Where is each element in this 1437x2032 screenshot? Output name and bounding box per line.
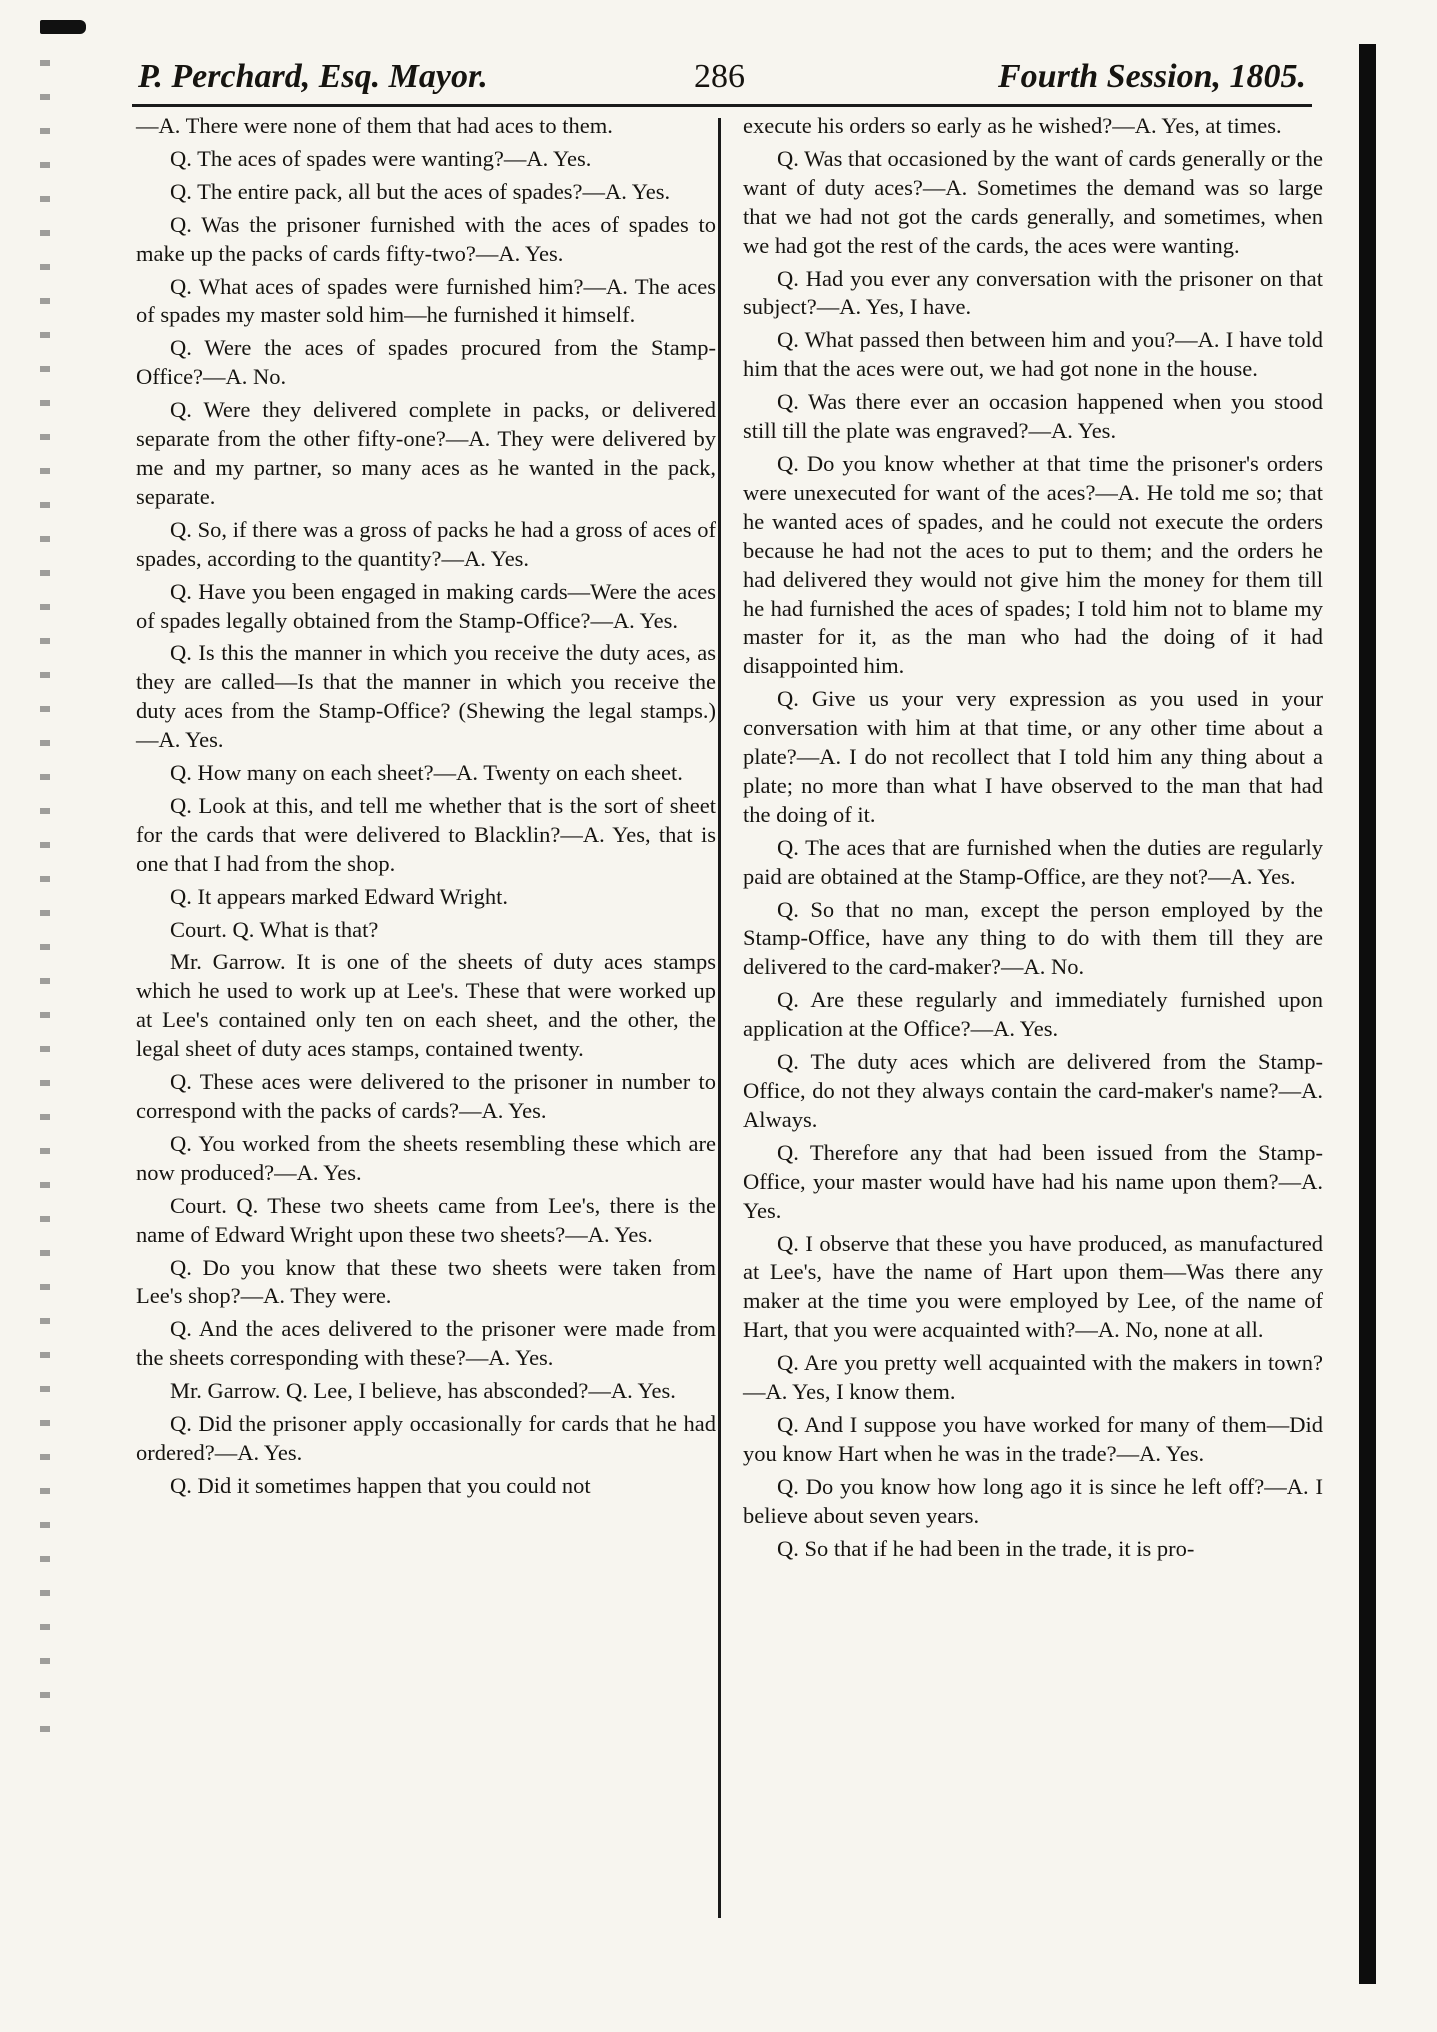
paragraph: Q. Look at this, and tell me whether that is the sort of sheet for the cards that were delivered to Blacklin?—A. Yes, that is one that I had from the shop. bbox=[136, 792, 716, 876]
paragraph: —A. There were none of them that had aces to them. bbox=[136, 113, 613, 138]
paragraph: Q. These aces were delivered to the prisoner in number to correspond with the packs of cards?—A. Yes. bbox=[136, 1069, 716, 1123]
page-number: 286 bbox=[694, 58, 745, 95]
paragraph: Court. Q. What is that? bbox=[170, 916, 379, 942]
column-divider bbox=[718, 118, 721, 1918]
right-column bbox=[743, 112, 1323, 1568]
paragraph: Q. So, if there was a gross of packs he had a gross of aces of spades, according to the quantity?—A. Yes. bbox=[136, 516, 716, 571]
paragraph: Q. So that no man, except the person employed by the Stamp-Office, have any thing to do with them till they are delivered to the card-maker?—A. No. bbox=[743, 896, 1323, 980]
header-left: P. Perchard, Esq. Mayor. bbox=[138, 58, 488, 95]
paragraph: Q. Are you pretty well acquainted with the makers in town?—A. Yes, I know them. bbox=[743, 1350, 1323, 1405]
paragraph: Q. The aces of spades were wanting?—A. Yes. bbox=[170, 145, 592, 171]
paragraph: Q. The duty aces which are delivered from the Stamp-Office, do not they always contain the card-maker's name?—A. Always. bbox=[743, 1049, 1323, 1132]
paragraph: Q. Had you ever any conversation with the prisoner on that subject?—A. Yes, I have. bbox=[743, 265, 1323, 320]
paragraph: Q. Do you know how long ago it is since he left off?—A. I believe about seven years. bbox=[743, 1473, 1323, 1528]
paragraph: Q. So that if he had been in the trade, it is pro- bbox=[777, 1535, 1195, 1561]
left-edge-shadow bbox=[40, 60, 50, 1760]
paragraph: execute his orders so early as he wished?—A. Yes, at times. bbox=[743, 113, 1282, 138]
paragraph: Q. And I suppose you have worked for many of them—Did you know Hart when he was in the trade?—A. Yes. bbox=[743, 1411, 1323, 1466]
paragraph: Q. What aces of spades were furnished him?—A. The aces of spades my master sold him—he furnished it himself. bbox=[136, 273, 716, 328]
paragraph: Q. And the aces delivered to the prisoner were made from the sheets corresponding with these?—A. Yes. bbox=[136, 1316, 716, 1371]
paragraph: Q. How many on each sheet?—A. Twenty on each sheet. bbox=[170, 760, 683, 786]
paragraph: Court. Q. These two sheets came from Lee's, there is the name of Edward Wright upon these two sheets?—A. Yes. bbox=[136, 1192, 716, 1247]
paragraph: Q. Was the prisoner furnished with the aces of spades to make up the packs of cards fifty-two?—A. Yes. bbox=[136, 211, 716, 266]
paragraph: Q. Did it sometimes happen that you could not bbox=[170, 1472, 591, 1498]
paragraph: Q. Was that occasioned by the want of cards generally or the want of duty aces?—A. Sometimes the demand was so large that we had not got the cards generally, and sometimes, when we had got the rest of the cards, the aces were wanting. bbox=[743, 145, 1323, 258]
paragraph: Q. Was there ever an occasion happened when you stood still till the plate was engraved?—A. Yes. bbox=[743, 389, 1323, 444]
binding-edge-bar bbox=[1359, 44, 1376, 1984]
paragraph: Q. Have you been engaged in making cards—Were the aces of spades legally obtained from the Stamp-Office?—A. Yes. bbox=[136, 578, 716, 633]
paragraph: Q. The entire pack, all but the aces of spades?—A. Yes. bbox=[170, 178, 671, 204]
left-column bbox=[136, 112, 716, 1505]
paragraph: Q. Were the aces of spades procured from the Stamp-Office?—A. No. bbox=[136, 335, 716, 390]
paragraph: Q. Is this the manner in which you receive the duty aces, as they are called—Is that the manner in which you receive the duty aces from the Stamp-Office? (Shewing the legal stamps.)—A. Yes. bbox=[136, 640, 716, 753]
header-right: Fourth Session, 1805. bbox=[998, 58, 1306, 95]
paragraph: Q. Do you know that these two sheets were taken from Lee's shop?—A. They were. bbox=[136, 1254, 716, 1309]
paragraph: Q. Did the prisoner apply occasionally for cards that he had ordered?—A. Yes. bbox=[136, 1411, 716, 1465]
paragraph: Q. Therefore any that had been issued from the Stamp-Office, your master would have had his name upon them?—A. Yes. bbox=[743, 1139, 1323, 1223]
paragraph: Q. Do you know whether at that time the prisoner's orders were unexecuted for want of the aces?—A. He told me so; that he wanted aces of spades, and he could not execute the orders because he had not the aces to put to them; and the orders he had delivered they would not give him the money for them till he had furnished the aces of spades; I told him not to blame my master for it, as the man who had the doing of it had disappointed him. bbox=[743, 450, 1323, 679]
paragraph: Q. Give us your very expression as you used in your conversation with him at that time, or any other time about a plate?—A. I do not recollect that I told him any thing about a plate; no more than what I have observed to the man that had the doing of it. bbox=[743, 686, 1323, 827]
paragraph: Q. Were they delivered complete in packs, or delivered separate from the other fifty-one?—A. They were delivered by me and my partner, so many aces as he wanted in the pack, separate. bbox=[136, 397, 716, 509]
paragraph: Q. I observe that these you have produced, as manufactured at Lee's, have the name of Hart upon them—Was there any maker at the time you were employed by Lee, of the name of Hart, that you were acquainted with?—A. No, none at all. bbox=[743, 1230, 1323, 1343]
paragraph: Mr. Garrow. It is one of the sheets of duty aces stamps which he used to work up at Lee's. These that were worked up at Lee's contained only ten on each sheet, and the other, the legal sheet of duty aces stamps, contained twenty. bbox=[136, 949, 716, 1062]
paragraph: Q. What passed then between him and you?—A. I have told him that the aces were out, we had got none in the house. bbox=[743, 327, 1323, 382]
paragraph: Q. It appears marked Edward Wright. bbox=[170, 883, 508, 909]
corner-ink-mark bbox=[40, 20, 86, 34]
running-header bbox=[138, 58, 1306, 108]
paragraph: Mr. Garrow. Q. Lee, I believe, has absconded?—A. Yes. bbox=[170, 1378, 676, 1404]
paragraph: Q. The aces that are furnished when the duties are regularly paid are obtained at the Stamp-Office, are they not?—A. Yes. bbox=[743, 834, 1323, 889]
header-rule bbox=[132, 104, 1312, 107]
paragraph: Q. Are these regularly and immediately furnished upon application at the Office?—A. Yes. bbox=[743, 987, 1323, 1042]
paragraph: Q. You worked from the sheets resembling these which are now produced?—A. Yes. bbox=[136, 1130, 716, 1185]
